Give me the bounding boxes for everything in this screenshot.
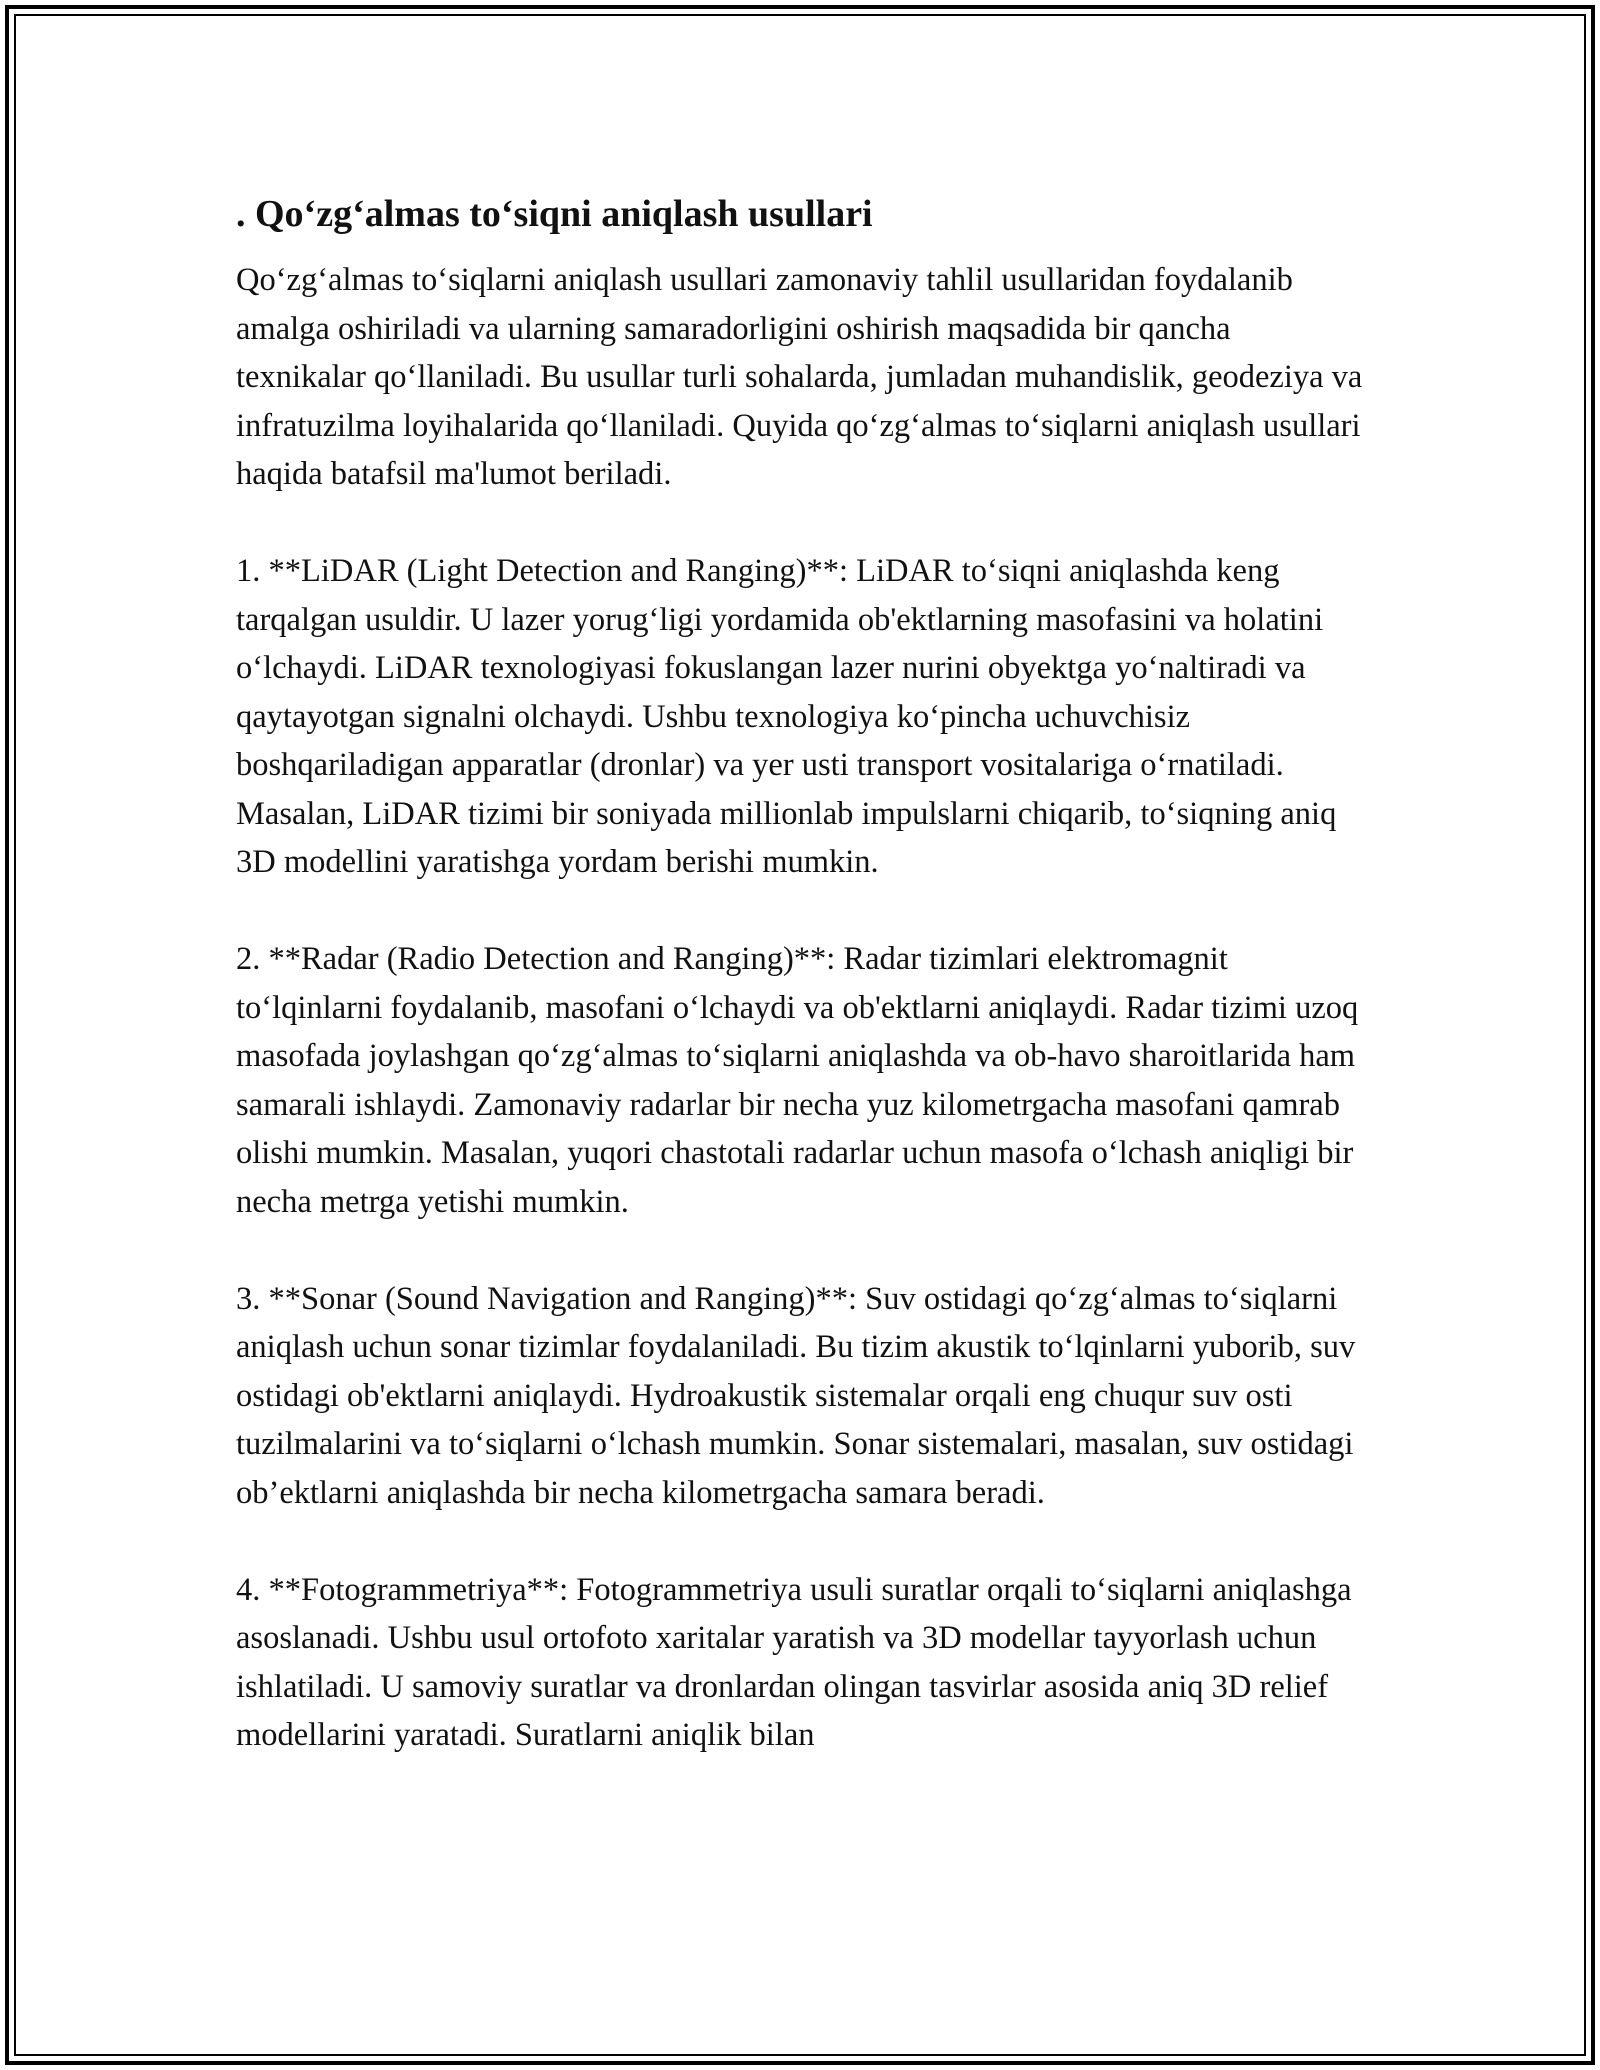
section-title: . Qo‘zg‘almas to‘siqni aniqlash usullari xyxy=(236,193,873,235)
document-body xyxy=(236,186,1366,1808)
intro-paragraph: Qo‘zg‘almas to‘siqlarni aniqlash usullari zamonaviy tahlil usullaridan foydalanib amalga oshiriladi va ularning samaradorligini oshirish maqsadida bir qancha texnikalar qo‘llaniladi. Bu usullar turli sohalarda, jumladan muhandislik, geodeziya va infratuzilma loyihalarida qo‘llaniladi. Quyida qo‘zg‘almas to‘siqlarni aniqlash usullari haqida batafsil ma'lumot beriladi. xyxy=(236,262,1363,492)
paragraph-sonar: 3. **Sonar (Sound Navigation and Ranging)**: Suv ostidagi qo‘zg‘almas to‘siqlarni aniqlash uchun sonar tizimlar foydalaniladi. Bu tizim akustik to‘lqinlarni yuborib, suv ostidagi ob'ektlarni aniqlaydi. Hydroakustik sistemalar orqali eng chuqur suv osti tuzilmalarini va to‘siqlarni o‘lchash mumkin. Sonar sistemalari, masalan, suv ostidagi ob’ektlarni aniqlashda bir necha kilometrgacha samara beradi. xyxy=(236,1280,1356,1511)
paragraph-radar: 2. **Radar (Radio Detection and Ranging)**: Radar tizimlari elektromagnit to‘lqinlarni foydalanib, masofani o‘lchaydi va ob'ektlarni aniqlaydi. Radar tizimi uzoq masofada joylashgan qo‘zg‘almas to‘siqlarni aniqlashda va ob-havo sharoitlarida ham samarali ishlaydi. Zamonaviy radarlar bir necha yuz kilometrgacha masofani qamrab olishi mumkin. Masalan, yuqori chastotali radarlar uchun masofa o‘lchash aniqligi bir necha metrga yetishi mumkin. xyxy=(236,941,1359,1220)
paragraph-lidar: 1. **LiDAR (Light Detection and Ranging)**: LiDAR to‘siqni aniqlashda keng tarqalgan usuldir. U lazer yorug‘ligi yordamida ob'ektlarning masofasini va holatini o‘lchaydi. LiDAR texnologiyasi fokuslangan lazer nurini obyektga yo‘naltiradi va qaytayotgan signalni olchaydi. Ushbu texnologiya ko‘pincha uchuvchisiz boshqariladigan apparatlar (dronlar) va yer usti transport vositalariga o‘rnatiladi. Masalan, LiDAR tizimi bir soniyada millionlab impulslarni chiqarib, to‘siqning aniq 3D modellini yaratishga yordam berishi mumkin. xyxy=(236,553,1337,880)
paragraph-fotogrammetriya: 4. **Fotogrammetriya**: Fotogrammetriya usuli suratlar orqali to‘siqlarni aniqlashga asoslanadi. Ushbu usul ortofoto xaritalar yaratish va 3D modellar tayyorlash uchun ishlatiladi. U samoviy suratlar va dronlardan olingan tasvirlar asosida aniq 3D relief modellarini yaratadi. Suratlarni aniqlik bilan xyxy=(236,1571,1352,1753)
